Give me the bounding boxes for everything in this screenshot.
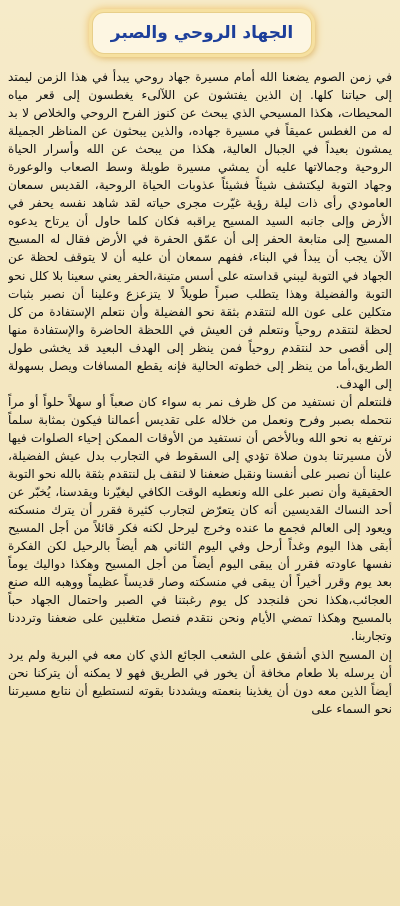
paragraph-2: فلنتعلم أن نستفيد من كل ظرف نمر به سواء كان صعباً أو سهلاً حلواً أو مراً نتحمله بصبر وفرح ونعمل من خلاله على تقديس أعمالنا فيكون بمثابة سلماً نرتفع به نحو الله وبالأخص أن نستفيد من الأوقات الممكن إحياء الصلوات فيها لأن مسيرتنا بدون صلاة تؤدي إلى السقوط في التجارب بدل عيش الفضيلة، علينا أن نصبر على أنفسنا ونقبل ضعفنا لا لنقف بل لنتقدم بثقة بالله نحو التوبة الحقيقية وأن نصبر على الله ونعطيه الوقت الكافي ليغيّرنا ويقدسنا، يُخبّر عن أحد النساك القديسين أنه كان يتعرّض لتجارب كثيرة فقرر أن يترك منسكته ويعود إلى العالم فجمع ما عنده وخرج ليرحل لكنه فكر قائلاً من أجل المسيح أبقى هذا اليوم وغداً أرحل وفي اليوم الثاني هم أيضاً بالرحيل لكن الفكرة نفسها عاودته فقرر أن يبقى اليوم أيضاً من أجل المسيح وهكذا دواليك يوماً بعد يوم وقرر أخيراً أن يبقى في منسكته وصار قديساً عظيماً ووهبه الله صنع العجائب،هكذا نحن فلنجدد كل يوم رغبتنا في الصبر واحتمال الجهاد حباً بالمسيح وهكذا تمضي الأيام ونحن نتقدم فنصل متغلبين على ضعفنا وترددنا وتجاربنا. xyxy=(8,394,392,644)
paragraph-1: في زمن الصوم يضعنا الله أمام مسيرة جهاد روحي يبدأ في هذا الزمن ليمتد إلى حياتنا كلها. إن الذين يفتشون عن اللآلىء يغطسون إلى قعر مياه المحيطات، هكذا المسيحي الذي يبحث عن كنوز الفرح الروحي والخلاص لا بد له من الغطس عميقاً في مسيرة جهاده، والذين يبحثون عن المناظر الجميلة يمشون بعيداً في الجبال العالية، هكذا من يبحث عن الله وأسرار الحياة الروحية وجمالاتها عليه أن يمشي مسيرة طويلة وسط الصعاب والوعورة وجهاد التوبة ليكتشف شيئاً فشيئاً عذوبات الحياة الروحية، القديس سمعان العامودي رأى ذات ليلة رؤية غيّرت مجرى حياته لقد شاهد نفسه يحفر في الأرض وإلى جانبه السيد المسيح يراقبه فكان كلما حاول أن يرتاح يدعوه المسيح إلى متابعة الحفر إلى أن عمّق الحفرة في الأرض فقال له المسيح الآن يجب أن يبدأ في البناء، ففهم سمعان أن عليه أن لا يتوقف لحظة عن الجهاد في التوبة ليبني قداسته على أسس متينة،الحفر يعني سعينا بلا كلل نحو التوبة والفضيلة وهذا يتطلب صبراً طويلاً لا يتزعزع وعلينا أن نصبر بثبات متكلين على عون الله لنتقدم بثقة نحو الفضيلة وأن نتعلم الإستفادة من كل لحظة لنتقدم روحياً ونتعلم فن العيش في اللحظة الحاضرة والإستفادة منها إلى أقصى حد لنتقدم روحياً فمن ينظر إلى الهدف البعيد قد يخشى طول الطريق،أما من ينظر إلى خطوته الحالية فإنه يقطع المسافات ويصل بسهولة إلى الهدف. xyxy=(8,70,392,391)
title-box xyxy=(92,12,312,54)
article-body xyxy=(8,68,392,902)
paragraph-3: إن المسيح الذي أشفق على الشعب الجائع الذي كان معه في البرية ولم يرد أن يرسله بلا طعام مخافة أن يخور في الطريق فهو لا يمكنه أن يتركنا نحن أيضاً الذين معه دون أن يغذينا بنعمته ويشددنا بقوته لنستطيع أن نتابع مسيرتنا نحو السماء على xyxy=(8,647,392,716)
page-title: الجهاد الروحي والصبر xyxy=(110,23,294,43)
